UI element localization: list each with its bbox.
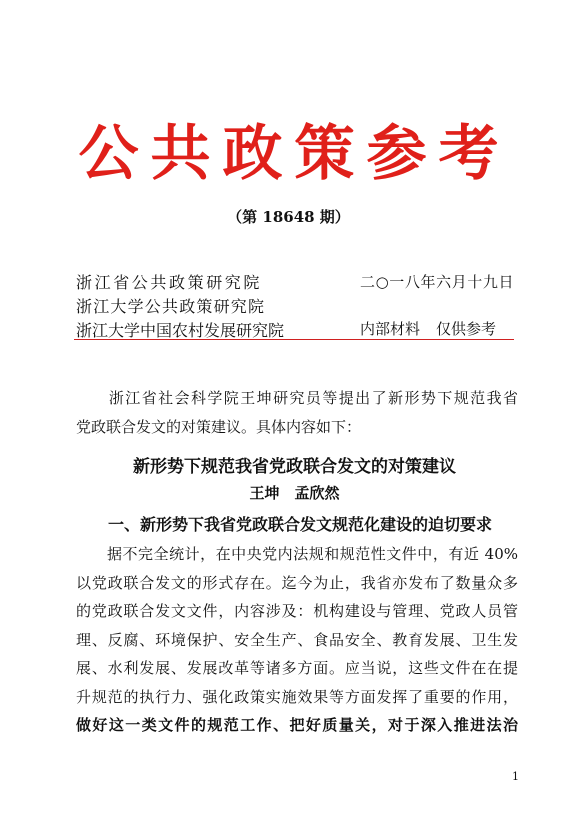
- body-line: 升规范的执行力、强化政策实施效果等方面发挥了重要的作用，: [76, 687, 518, 706]
- body-line: 以党政联合发文的形式存在。迄今为止，我省亦发布了数量众多: [76, 573, 518, 592]
- body-line: 据不完全统计，在中央党内法规和规范性文件中，有近 40%: [76, 545, 518, 563]
- publisher-3: 浙江大学中国农村发展研究院: [76, 321, 285, 340]
- body-line: 理、反腐、环境保护、安全生产、食品安全、教育发展、卫生发: [76, 630, 518, 649]
- for-reference-label: 仅供参考: [436, 320, 497, 338]
- intro-line: 浙江省社会科学院王坤研究员等提出了新形势下规范我省: [76, 389, 518, 407]
- publication-date: 二○一八年六月十九日: [360, 273, 515, 291]
- body-paragraph: [76, 540, 518, 740]
- intro-line: 党政联合发文的对策建议。具体内容如下：: [76, 417, 362, 436]
- body-bold-line: 做好这一类文件的规范工作、把好质量关，对于深入推进法治: [76, 716, 518, 734]
- masthead-title: 公共政策参考: [78, 119, 511, 189]
- publisher-2: 浙江大学公共政策研究院: [76, 297, 266, 316]
- article-title: 新形势下规范我省党政联合发文的对策建议: [133, 457, 456, 477]
- article-authors: 王坤 孟欣然: [249, 484, 340, 502]
- section-heading: 一、新形势下我省党政联合发文规范化建设的迫切要求: [108, 515, 493, 534]
- intro-paragraph: [76, 384, 518, 441]
- body-line: 的党政联合发文文件，内容涉及：机构建设与管理、党政人员管: [76, 602, 518, 620]
- issue-number: （第 18648 期）: [227, 208, 350, 226]
- header-divider: [74, 339, 514, 340]
- body-line: 展、水利发展、发展改革等诸多方面。应当说，这些文件在在提: [76, 659, 518, 677]
- internal-notice: [360, 318, 496, 339]
- internal-material-label: 内部材料: [360, 320, 421, 338]
- publisher-1: 浙江省公共政策研究院: [76, 273, 263, 292]
- page-number: 1: [512, 770, 519, 783]
